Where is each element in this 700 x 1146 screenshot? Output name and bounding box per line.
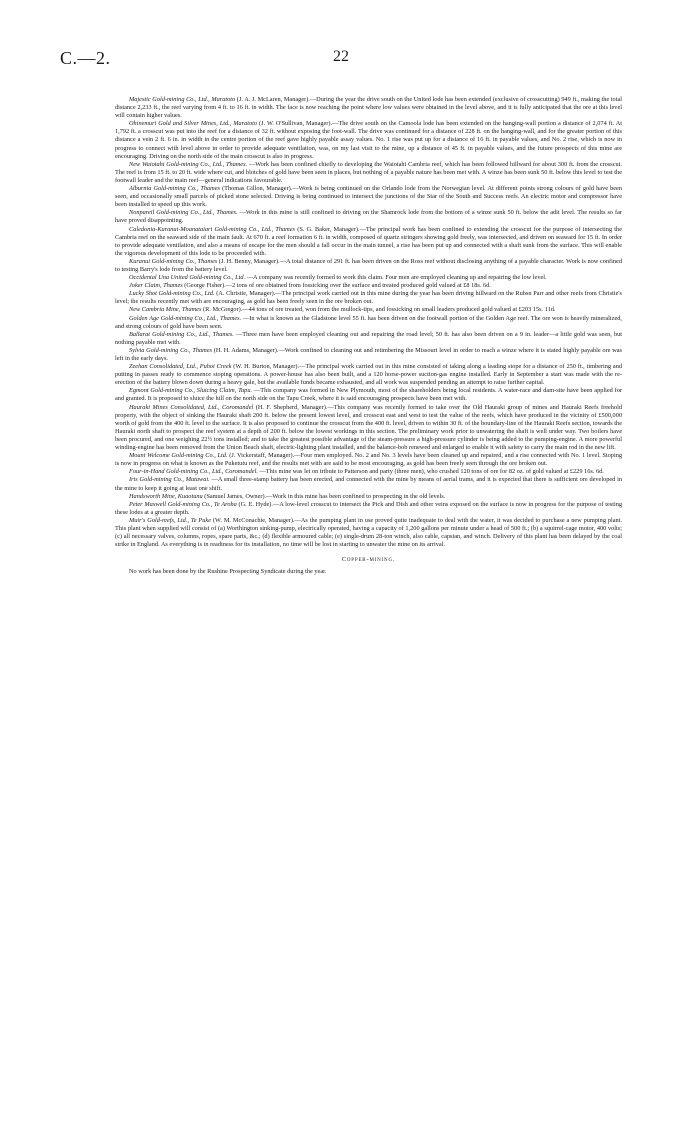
company-name: Occidental Una United Gold-mining Co., Ltd.: [129, 274, 246, 282]
paragraph-text: (Samuel James, Owner).—Work in this mine has been confined to prospecting in the old levels.: [204, 492, 446, 500]
company-name: Handsworth Mine, Kuaotunu: [129, 492, 203, 500]
report-paragraph: [115, 468, 622, 476]
report-body: [115, 96, 622, 576]
report-paragraph: [115, 258, 622, 274]
paragraph-text: —Work in this mine is still confined to driving on the Shamrock lode from the bottom of a winze sunk 50 ft. below the adit level. The results so far have proved disappointing.: [115, 209, 623, 225]
report-paragraph: [115, 452, 622, 468]
company-name: Zeehan Consolidated, Ltd., Puhoi Creek: [129, 363, 232, 371]
page-number: 22: [333, 48, 349, 65]
report-paragraph: [115, 476, 622, 492]
paragraph-text: (J. Vickerstaff, Manager).—Four men employed. No. 2 and No. 3 levels have been cleaned up and repaired, and a rise connected with No. 1 level. Stoping is now in progress on what is known as the Puketutu reef, and the results met with are said to be most encouraging, as gold has been freely seen through the ore broken out.: [115, 452, 623, 468]
company-name: Sylvia Gold-mining Co., Thames: [129, 346, 212, 354]
report-paragraph: [115, 120, 622, 160]
paragraph-text: (W. H. Burton, Manager).—The principal work carried out in this mine consisted of taking along a leading stope for a distance of 250 ft., timbering and putting in passes ready to commence stoping operations. A power-house has also been built, and a 120 horse-power suction-gas engine installed. Early in September a start was made with the re-erection of the battery blown down during a heavy gale, but the available funds became exhausted, and all work was suspended pending an attempt to raise further capital.: [115, 363, 622, 387]
section-paragraph: No work has been done by the Rushine Prospecting Syndicate during the year.: [129, 568, 327, 576]
paragraph-text: (S. G. Baker, Manager).—The principal work has been confined to extending the crosscut for the purpose of intersecting the Cambria reef on the seaward side of the main fault. At 670 ft. a reef formation 6 ft. in width, composed of quartz stringers showing gold freely, was intersected, and driven on seaward for 15 ft. In order to provide adequate ventilation, and also a means of escape for the men should a fall occur in the main tunnel, a rise has been put up and connected with a shaft sunk from the surface. This will enable the vigorous development of this lode to be proceeded with.: [115, 225, 623, 257]
company-name: Muir's Gold-reefs, Ltd., Te Puke: [129, 516, 212, 524]
company-name: Alburnia Gold-mining Co., Thames: [129, 185, 220, 193]
company-name: Four-in-Hand Gold-mining Co., Ltd., Coromandel.: [129, 468, 258, 476]
report-paragraph: [115, 282, 622, 290]
report-paragraph: [115, 306, 622, 314]
company-name: Ballarat Gold-mining Co., Ltd., Thames.: [129, 330, 234, 338]
paragraph-list: [115, 96, 622, 549]
paragraph-text: (H. H. Adams, Manager).—Work confined to cleaning out and retimbering the Missouri level in order to reach a winze where it is stated highly payable ore was left in the early days.: [115, 346, 623, 362]
company-name: Joker Claim, Thames: [129, 282, 183, 290]
report-paragraph: [115, 161, 622, 185]
report-paragraph: [115, 226, 622, 258]
report-paragraph: [115, 185, 622, 209]
report-paragraph: [115, 290, 622, 306]
paragraph-text: —Three men have been employed cleaning out and repairing the road level; 50 ft. has also been driven on a 9 in. leader—a little gold was seen, but nothing payable met with.: [115, 330, 622, 346]
paragraph-text: (R. McGregor).—44 tons of ore treated, won from the mullock-tips, and fossicking on small leaders produced gold valued at £203 15s. 11d.: [203, 306, 556, 314]
report-paragraph: [115, 347, 622, 363]
paragraph-text: —A company was recently formed to work this claim. Four men are employed cleaning up and repairing the low level.: [246, 274, 547, 282]
company-name: Iris Gold-mining Co., Matawai.: [129, 476, 210, 484]
report-paragraph: [115, 315, 622, 331]
paragraph-text: (J. W. O'Sullivan, Manager).—The drive south on the Camoola lode has been extended on the hanging-wall portion a distance of 2,074 ft. At 1,792 ft. a crosscut was put into the reef for a distance of 32 ft. without exposing the foot-wall. The drive was continued for a distance of 228 ft. on the hanging-wall, and for the greater portion of this distance a vein 2 ft. 6 in. in width in the centre portion of the reef gave highly payable assay values. No. 1 rise was put up for a distance of 16 ft. in payable values, and No. 2 rise, which is now in progress to connect with level above in order to provide adequate ventilation, was, on my last visit to the mine, up a distance of 45 ft. in payable values, and the future prospects of this mine are encouraging. Driving on the north side of the main crosscut is also in progress.: [115, 120, 623, 160]
report-paragraph: [115, 493, 622, 501]
report-paragraph: [115, 274, 622, 282]
company-name: Golden Age Gold-mining Co., Ltd., Thames.: [129, 314, 242, 322]
paragraph-text: (W. M. McConachie, Manager).—As the pumping plant in use proved quite inadequate to deal with the water, it was decided to purchase a new pumping plant. This plant when supplied will consist of (a) Worthington sinking-pump, electrically operated, having a capacity of 1,200 gallons per minute under a head of 500 ft.; (b) a squirrel-cage motor, 400 volts; (c) all necessary valves, columns, ropes, spare parts, &c.; (d) flexible armoured cable; (e) single-drum 28-ton winch, also cable, capstan, and winch. Delivery of this plant has been delayed by the coal strike in England. As everything is in readiness for its installation, no time will be lost in starting to unwater the mine on its arrival.: [115, 516, 623, 549]
paragraph-text: (Thomas Gillon, Manager).—Work is being continued on the Orlando lode from the Norwegian level. At different points strong colours of gold have been seen, and occasionally small parcels of picked stone selected. Driving is being continued to intersect the junctions of the Star of the South and Success reefs. An electric motor and compressor have been installed to speed up this work.: [115, 185, 623, 209]
paragraph-text: —This mine was let on tribute to Patterson and party (three men), who crushed 120 tons of ore for 82 oz. of gold valued at £229 16s. 6d.: [259, 468, 604, 476]
company-name: New Waiotahi Gold-mining Co., Ltd., Thames.: [129, 160, 248, 168]
company-name: Caledonia-Kuranui-Moanataiari Gold-mining Co., Ltd., Thames: [129, 225, 295, 233]
paragraph-text: —Work has been confined chiefly to developing the Waiotahi Cambria reef, which has been followed hillward for about 300 ft. from the crosscut. The reef is from 15 ft. to 20 ft. wide where cut, and blotches of gold have been seen in places, but nothing of a payable nature has been met with. A winze has been sunk 50 ft. below this level to test the footwall leader and the main reef—general indications favourable.: [115, 160, 622, 184]
paragraph-text: —A small three-stamp battery has been erected, and connected with the mine by means of aerial trams, and it is expected that there is sufficient ore developed in the mine to keep it going at least one shift.: [115, 476, 623, 492]
company-name: Kuranui Gold-mining Co., Thames: [129, 257, 218, 265]
paragraph-text: (J. A. J. McLaren, Manager).—During the year the drive south on the United lode has been extended (exclusive of crosscutting) 949 ft., making the total distance 2,233 ft., the reef varying from 4 ft. to 16 ft. in width. The face is now reaching the point where low values were obtained in the level above, and it is fully anticipated that the ore at this level will contain higher values.: [115, 96, 622, 120]
company-name: Lucky Shot Gold-mining Co., Ltd.: [129, 290, 215, 298]
report-paragraph: [115, 404, 622, 453]
paragraph-text: (George Fisher).—2 tons of ore obtained from fossicking over the surface and treated produced gold valued at £8 18s. 6d.: [184, 282, 491, 290]
report-paragraph: [115, 517, 622, 549]
company-name: Nonpareil Gold-mining Co., Ltd., Thames.: [129, 209, 238, 217]
company-name: Egmont Gold-mining Co., Sluicing Claim, Tapu.: [129, 387, 253, 395]
report-paragraph: [115, 331, 622, 347]
report-paragraph: [115, 363, 622, 387]
report-paragraph: [115, 387, 622, 403]
company-name: Hauraki Mines Consolidated, Ltd., Coromandel: [129, 403, 254, 411]
section-heading: Copper-mining.: [341, 556, 396, 564]
company-name: Peter Maxwell Gold-mining Co., Te Aroha: [129, 500, 237, 508]
company-name: New Cambria Mine, Thames: [129, 306, 202, 314]
company-name: Ohinemuri Gold and Silver Mines, Ltd., Maratoto: [129, 120, 258, 128]
report-paragraph: [115, 501, 622, 517]
paragraph-text: (G. E. Hyde).—A low-level crosscut to intersect the Pick and Dish and other veins exposed on the surface is now in progress for the purpose of testing these lodes at a greater depth.: [115, 500, 622, 516]
paragraph-text: —This company was formed in New Plymouth, most of the shareholders being local residents. A water-race and dam-site have been applied for and granted. It is proposed to sluice the hill on the north side on the Tapu Creek, where it is said encouraging prospects have been met with.: [115, 387, 622, 403]
company-name: Mount Welcome Gold-mining Co., Ltd.: [129, 452, 228, 460]
paragraph-text: —In what is known as the Gladstone level 55 ft. has been driven on the footwall portion of the Golden Age reef. The ore won is heavily mineralized, and strong colours of gold have been seen.: [115, 314, 622, 330]
paragraph-text: (J. H. Benny, Manager).—A total distance of 291 ft. has been driven on the Ross reef without disclosing anything of a payable character. Work is now confined to testing Barry's lode from the battery level.: [115, 257, 622, 273]
report-paragraph: [115, 96, 622, 120]
company-name: Majestic Gold-mining Co., Ltd., Maratoto: [129, 96, 236, 103]
paragraph-text: (H. F. Shepherd, Manager).—This company was recently formed to take over the Old Hauraki group of mines and Hauraki Reefs freehold property, with the object of sinking the Hauraki shaft 200 ft. below the present lowest level, and crosscut east and west to test the value of the reefs, which have produced in the vicinity of £500,000 worth of gold from the 400 ft. level to the surface. It is also proposed to continue the crosscut from the 400 ft. level, driven to within 30 ft. of the boundary-line of the Hauraki Reefs section, towards the Hauraki north shaft to prospect the reef system at a depth of 200 ft. below the lowest workings in this section. The preliminary work prior to unwatering the shaft is well under way. Two boilers have been procured, and one weighing 22½ tons installed; and to take the greatest possible advantage of the steam-pressure a high-pressure cylinder is being added to the pumping-engine. A more powerful winding-engine has been removed from the Union Beach shaft, electric-lighting plant installed, and the balance-bob renewed and enlarged to enable it with safety to carry the main rod in the new lift.: [115, 403, 622, 452]
page-header: [60, 48, 622, 72]
report-paragraph: [115, 209, 622, 225]
paragraph-text: (A. Christie, Manager).—The principal work carried out in this mine during the year has been driving hillward on the Rubsn Parr and other reefs from Christie's level; the results recently met with are encouraging, as gold has been freely seen in the ore broken out.: [115, 290, 623, 306]
document-reference: C.—2.: [60, 48, 111, 68]
